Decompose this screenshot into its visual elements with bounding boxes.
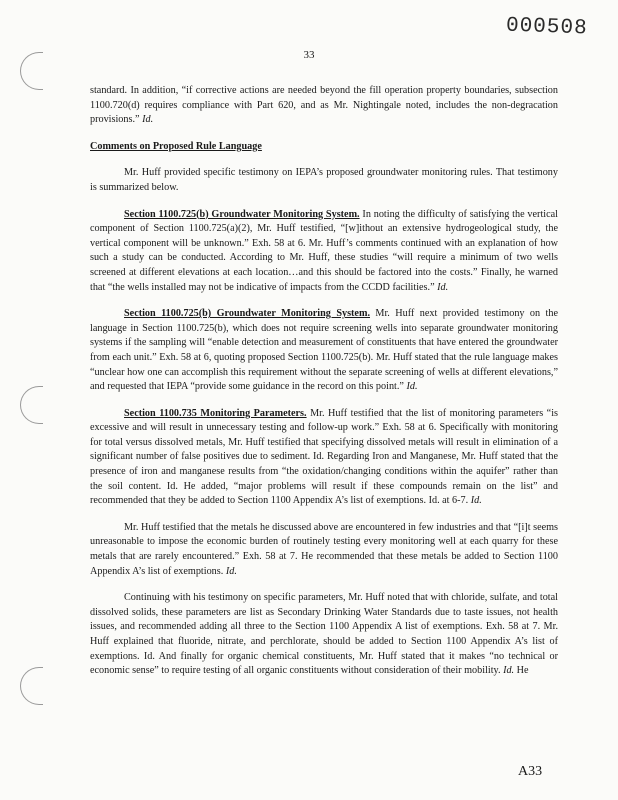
subsection-title: Section 1100.735 Monitoring Parameters. [124,407,307,419]
paragraph-text: In noting the difficulty of satisfying the vertical component of Section 1100.725(a)(2), Mr. Huff testified, “[w]ithout an extensive hydrogeological study, the vertical component will be unknown.” Exh. 58 at 6. Mr. Huff’s comments continued with an explanation of how such a study can be conducted. According to Mr. Huff, these studies “will require a minimum of two wells screened at different elevations at each location…and this should be factored into the costs.” Finally, he warned that “the wells installed may not be indicative of impacts from the CCDD facilities.” [90,208,558,293]
citation: Id. [437,281,449,293]
paragraph-text: He [514,665,529,677]
punch-hole-middle [20,386,43,424]
paragraph-5 [90,407,558,509]
document-body [90,84,558,691]
paragraph-1 [90,84,558,128]
paragraph-text: Mr. Huff testified that the metals he discussed above are encountered in few industries and that “[i]t seems unreasonable to impose the economic burden of routinely testing every monitoring well at each quarry for these metals that are rarely encountered.” Exh. 58 at 7. He recommended that these metals be added to Section 1100 Appendix A’s list of exemptions. [90,521,558,577]
page-number: 33 [303,49,315,61]
paragraph-text: Mr. Huff next provided testimony on the language in Section 1100.725(b), which does not require screening wells into separate groundwater monitoring systems if the sampling will “enable detection and measurement of constituents that have entered the groundwater from each unit.” Exh. 58 at 6, quoting proposed Section 1100.725(b). Mr. Huff stated that the rule language makes “unclear how one can accomplish this requirement without the separate screening of wells at different elevations,” and requested that IEPA “provide some guidance in the record on this point.” [90,308,558,393]
bates-stamp: 000508 [505,14,589,41]
paragraph-text: Continuing with his testimony on specific parameters, Mr. Huff noted that with chloride, sulfate, and total dissolved solids, these parameters are list as Secondary Drinking Water Standards due to taste issues, not health issues, and recommended adding all three to the Section 1100 Appendix A list of exemptions. Exh. 58 at 7. Mr. Huff explained that fluoride, nitrate, and perchlorate, should be added to Section 1100 Appendix A’s list of exemptions. Id. And finally for organic chemical constituents, Mr. Huff stated that it makes “no technical or economic sense” to require testing of all organic constituents without consideration of their mobility. [90,592,558,677]
paragraph-3 [90,208,558,296]
paragraph-7 [90,591,558,679]
subsection-title: Section 1100.725(b) Groundwater Monitoring System. [124,208,360,220]
citation: Id. [503,665,515,677]
section-heading: Comments on Proposed Rule Language [90,140,262,152]
paragraph-4 [90,307,558,395]
paragraph-6 [90,521,558,579]
punch-hole-bottom [20,667,43,705]
paragraph-2: Mr. Huff provided specific testimony on IEPA’s proposed groundwater monitoring rules. That testimony is summarized below. [90,167,558,193]
paragraph-text: Mr. Huff testified that the list of monitoring parameters “is excessive and will result in unnecessary testing and follow-up work.” Exh. 58 at 6. Specifically with monitoring for total versus dissolved metals, Mr. Huff testified that specifying dissolved metals will result in elimination of a significant number of false positives due to sediment. Id. Regarding Iron and Manganese, Mr. Huff stated that the presence of iron and manganese results from “the oxidation/changing conditions within the aquifer” rather than the soil content. Id. He added, “major problems will result if these compounds remain on the list” and recommended that they be added to Section 1100 Appendix A’s list of exemptions. Id. at 6-7. [90,407,558,507]
citation: Id. [142,114,154,126]
appendix-page-label: A33 [518,764,543,779]
citation: Id. [406,381,418,393]
paragraph-text: standard. In addition, “if corrective actions are needed beyond the fill operation property boundaries, subsection 1100.720(d) requires compliance with Part 620, and as Mr. Nightingale noted, includes the non-degracation provisions.” [90,85,558,126]
citation: Id. [470,495,482,507]
subsection-title: Section 1100.725(b) Groundwater Monitoring System. [124,308,370,320]
citation: Id. [225,565,237,577]
